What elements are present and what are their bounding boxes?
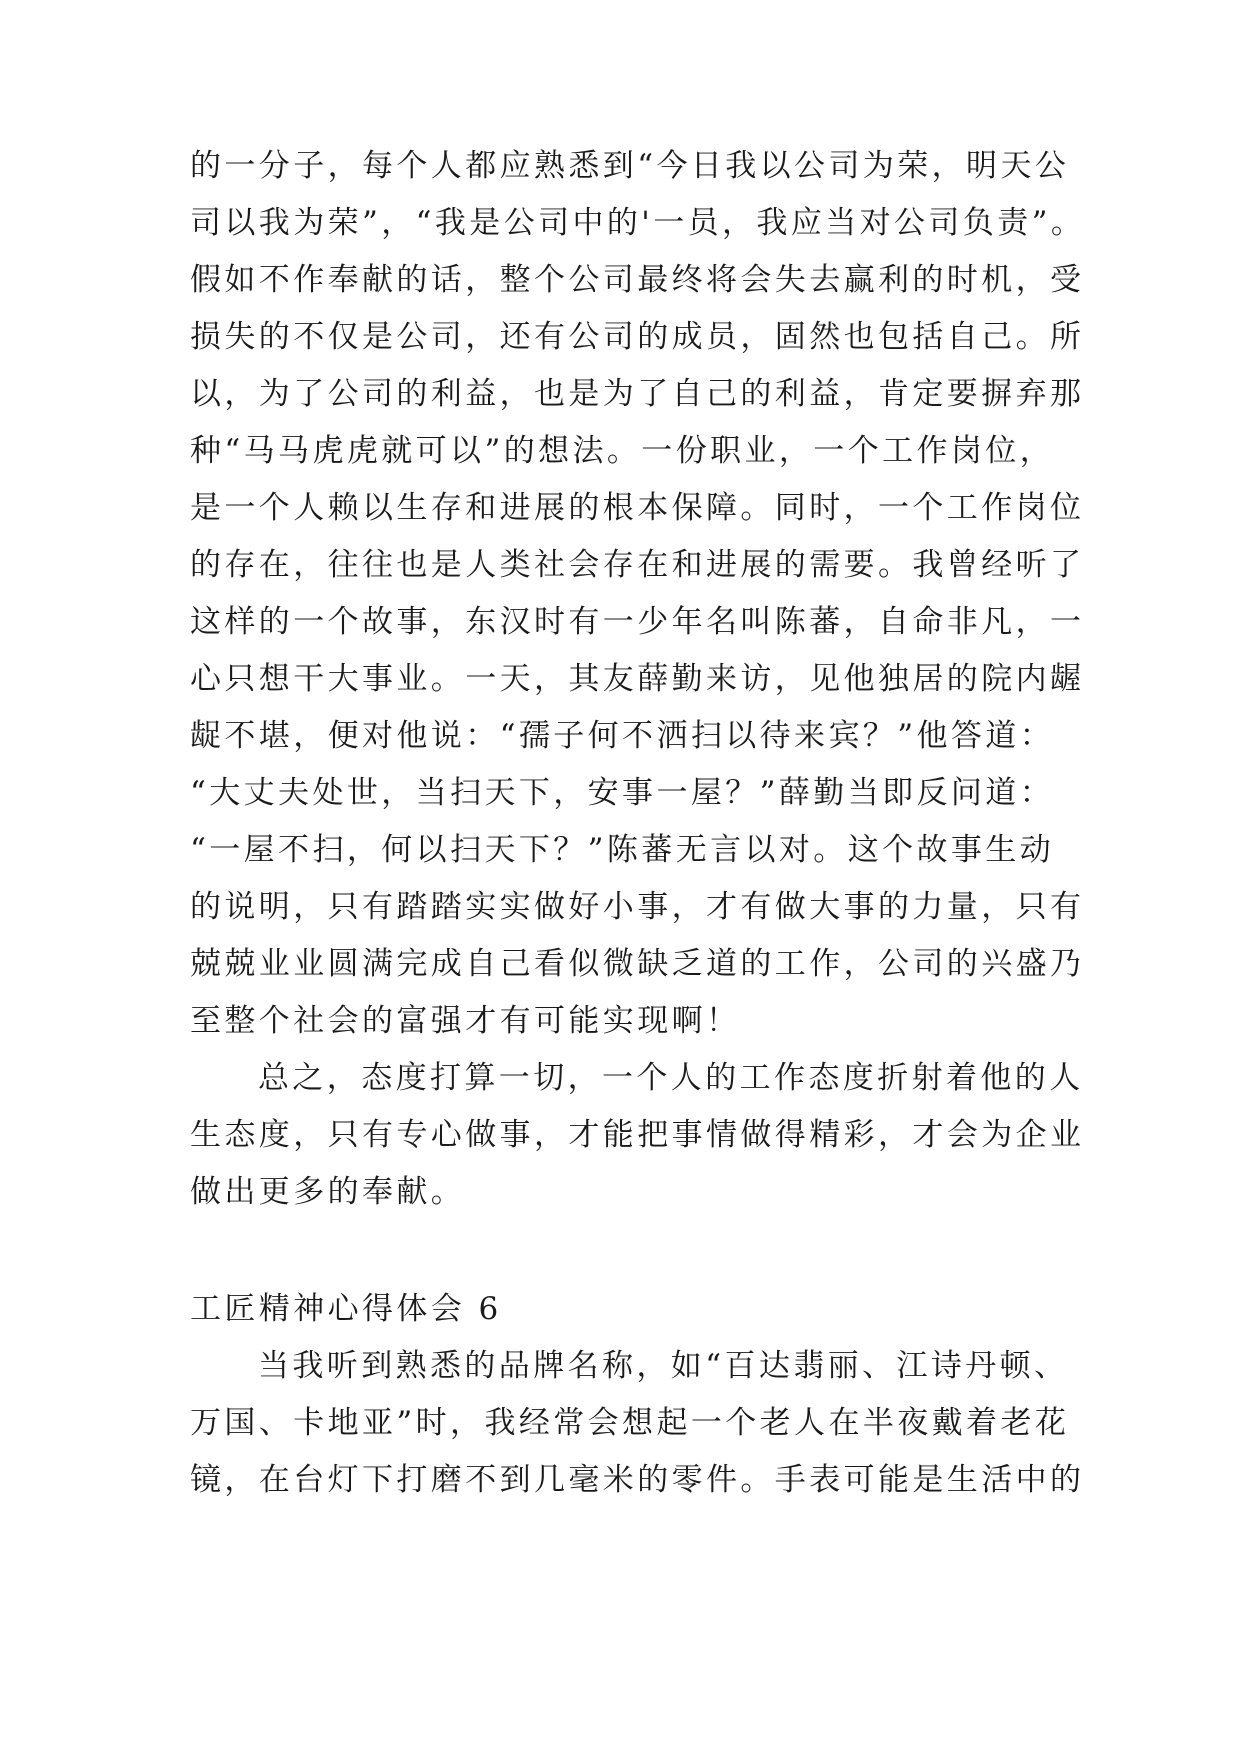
text-line: 的存在，往往也是人类社会存在和进展的需要。我曾经听了 bbox=[190, 547, 1085, 583]
text-line: 龊不堪，便对他说：“孺子何不洒扫以待来宾？”他答道： bbox=[190, 718, 1055, 754]
text-line: 做出更多的奉献。 bbox=[190, 1174, 466, 1210]
text-line: “一屋不扫，何以扫天下？”陈蕃无言以对。这个故事生动 bbox=[190, 832, 1055, 868]
text-line: 是一个人赖以生存和进展的根本保障。同时，一个工作岗位 bbox=[190, 490, 1085, 526]
text-line: 心只想干大事业。一天，其友薛勤来访，见他独居的院内龌 bbox=[190, 661, 1085, 697]
text-line: “大丈夫处世，当扫天下，安事一屋？”薛勤当即反问道： bbox=[190, 775, 1055, 811]
text-line: 当我听到熟悉的品牌名称，如“百达翡丽、江诗丹顿、 bbox=[258, 1348, 1069, 1384]
text-line: 损失的不仅是公司，还有公司的成员，固然也包括自己。所 bbox=[190, 319, 1085, 355]
text-line: 兢兢业业圆满完成自己看似微缺乏道的工作，公司的兴盛乃 bbox=[190, 946, 1085, 982]
text-line: 生态度，只有专心做事，才能把事情做得精彩，才会为企业 bbox=[190, 1117, 1085, 1153]
text-line: 的一分子，每个人都应熟悉到“今日我以公司为荣，明天公 bbox=[190, 148, 1070, 184]
text-line: 的说明，只有踏踏实实做好小事，才有做大事的力量，只有 bbox=[190, 889, 1085, 925]
text-line: 至整个社会的富强才有可能实现啊！ bbox=[190, 1003, 741, 1039]
text-line: 司以我为荣”，“我是公司中的'一员，我应当对公司负责”。 bbox=[190, 205, 1086, 241]
text-line: 以，为了公司的利益，也是为了自己的利益，肯定要摒弃那 bbox=[190, 376, 1085, 412]
text-line: 这样的一个故事，东汉时有一少年名叫陈蕃，自命非凡，一 bbox=[190, 604, 1085, 640]
text-line: 镜，在台灯下打磨不到几毫米的零件。手表可能是生活中的 bbox=[190, 1462, 1085, 1498]
text-line: 种“马马虎虎就可以”的想法。一份职业，一个工作岗位， bbox=[190, 433, 1055, 469]
section-heading: 工匠精神心得体会 6 bbox=[190, 1291, 502, 1327]
text-line: 万国、卡地亚”时，我经常会想起一个老人在半夜戴着老花 bbox=[190, 1405, 1070, 1441]
text-line: 假如不作奉献的话，整个公司最终将会失去赢利的时机，受 bbox=[190, 262, 1085, 298]
text-line: 总之，态度打算一切，一个人的工作态度折射着他的人 bbox=[258, 1060, 1084, 1096]
